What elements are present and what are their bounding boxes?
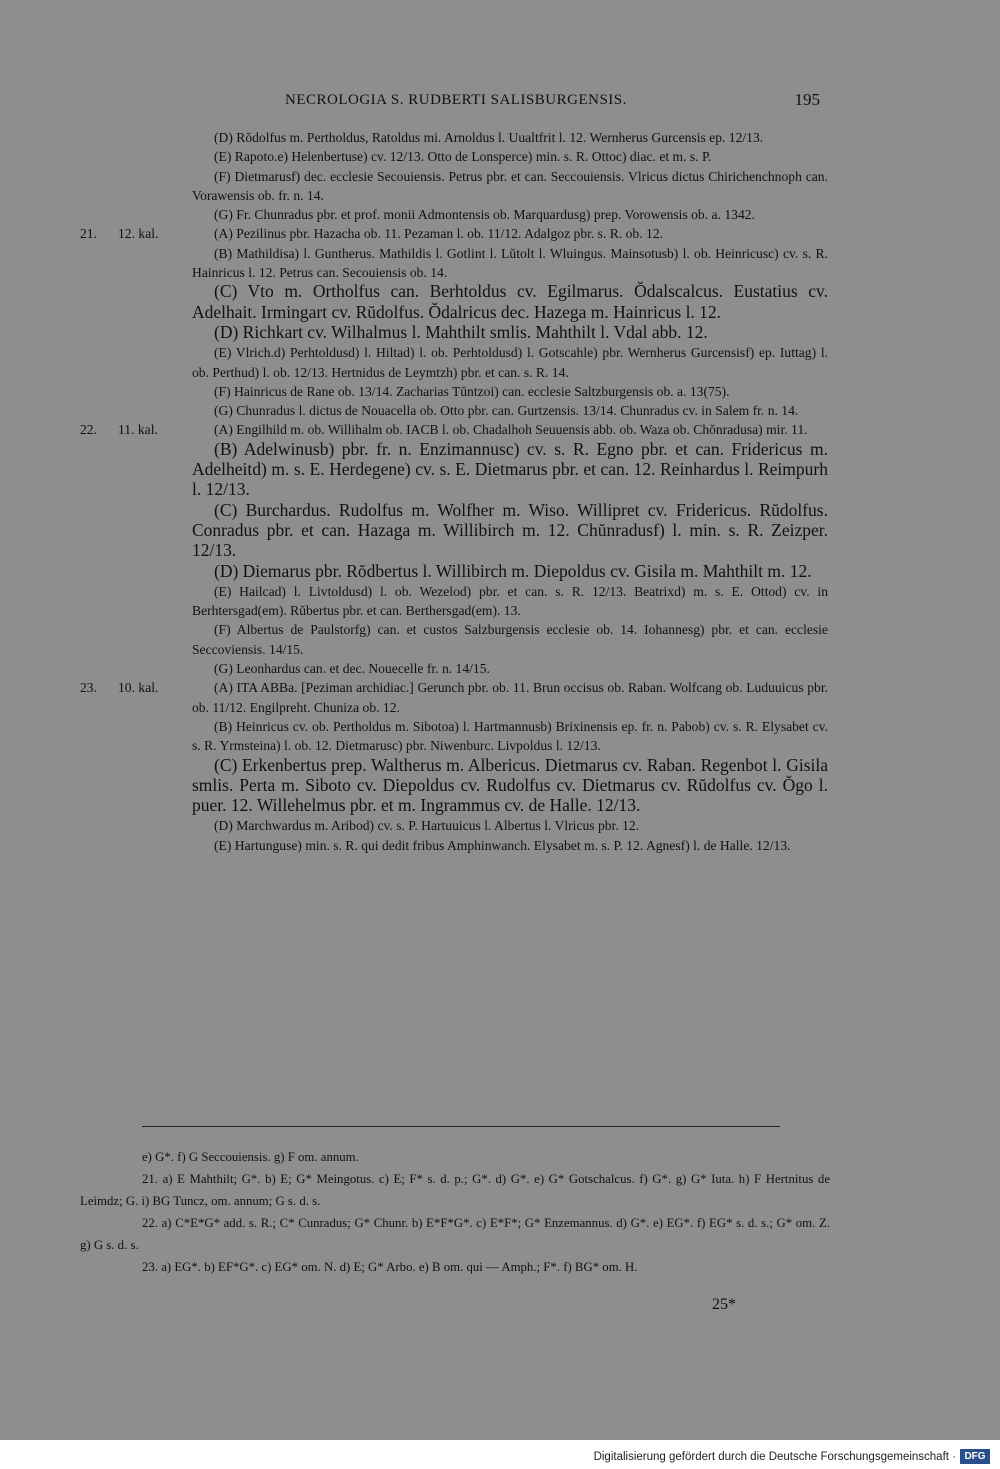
entry: (A) Pezilinus pbr. Hazacha ob. 11. Pezaman l. ob. 11/12. Adalgoz pbr. s. R. ob. 12. (214, 226, 664, 242)
entry: (E) Hailcad) l. Livtoldusd) l. ob. Wezelod) pbr. et can. s. R. 12/13. Beatrixd) m. s. E. Ottod) cv. in Berhtersgad(em). Rŭbertus pbr. et can. Berthersgad(em). 13. (192, 583, 828, 619)
day-block-21 (80, 224, 828, 420)
footnotes (80, 1146, 830, 1278)
entry-text: (D) Diemarus pbr. Rŏdbertus l. Willibirch m. Diepoldus cv. Gisila m. Mahthilt m. 12. (214, 560, 812, 581)
running-title: NECROLOGIA S. RUDBERTI SALISBURGENSIS. (285, 92, 627, 108)
entry (192, 323, 828, 343)
entry (192, 501, 828, 562)
footnote: 23. a) EG*. b) EF*G*. c) EG* om. N. d) E; G* Arbo. e) B om. qui — Amph.; F*. f) BG* om. H. (142, 1260, 638, 1274)
entry: (D) Rŏdolfus m. Pertholdus, Ratoldus mi. Arnoldus l. Uualtfrit l. 12. Wernherus Gurcensis ep. 12/13. (214, 130, 764, 145)
day-number: 23. (80, 680, 97, 696)
entry: (E) Rapoto.e) Helenbertuse) cv. 12/13. Otto de Lonspercе) min. s. R. Ottoc) diac. et m. s. P. (214, 149, 712, 165)
day-kalends: 10. kal. (118, 680, 159, 696)
entry (192, 756, 828, 817)
entry-text: (C) Vto m. Ortholfus can. Berhtoldus cv. Egilmarus. Ŏdalscalcus. Eustatius cv. Adelhait. Irmingart cv. Rŭdolfus. Ŏdalricus dec. Hazega m. Hainricus l. 12. (192, 281, 828, 322)
footer-bar (0, 1440, 1000, 1469)
entry: (G) Fr. Chunradus pbr. et prof. monii Admontensis ob. Marquardusg) prep. Vorowensis ob. a. 1342. (214, 207, 755, 223)
entry (192, 440, 828, 501)
entry: (B) Heinricus cv. ob. Pertholdus m. Sibotoa) l. Hartmannusb) Brixinensis ep. fr. n. Pabob) cv. s. R. Elysabet cv. s. R. Yrmsteina) l. ob. 12. Dietmarusc) pbr. Niwenburc. Livpoldus l. 12/13. (192, 718, 828, 754)
footnote: 21. a) E Mahthilt; G*. b) E; G* Meingotus. c) E; F* s. d. p.; G*. d) G*. e) G* Gotschalcus. f) G*. g) G* Iuta. h) F Hertnitus de Leimdz; G. i) BG Tuncz, om. annum; G s. d. s. (80, 1172, 830, 1208)
entry: (G) Leonhardus can. et dec. Nouecelle fr. n. 14/15. (214, 661, 490, 677)
entry: (E) Hartunguse) min. s. R. qui dedit fribus Amphinwanch. Elysabet m. s. P. 12. Agnesf) l. de Halle. 12/13. (214, 837, 791, 853)
footnote: e) G*. f) G Seccouiensis. g) F om. annum. (142, 1150, 359, 1164)
entry: (G) Chunradus l. dictus de Nouacella ob. Otto pbr. can. Gurtzensis. 13/14. Chunradus cv. in Salem fr. n. 14. (214, 403, 799, 419)
footnote: 22. a) C*E*G* add. s. R.; C* Cunradus; G* Chunr. b) E*F*G*. c) E*F*; G* Enzemannus. d) G*. e) EG*. f) EG* s. d. s.; G* om. Z. g) G s. d. s. (80, 1216, 830, 1252)
entry: (D) Marchwardus m. Aribod) cv. s. P. Hartuuicus l. Albertus l. Vlricus pbr. 12. (214, 818, 640, 834)
dfg-logo: DFG (960, 1449, 990, 1464)
entry: (F) Albertus de Paulstorfg) can. et custos Salzburgensis ecclesie ob. 14. Iohannesg) pbr. et can. ecclesie Seccoviensis. 14/15. (192, 622, 828, 657)
day-kalends: 11. kal. (118, 422, 158, 438)
entry: (E) Vlrich.d) Perhtoldusd) l. Hiltad) l. ob. Perhtoldusd) l. Gotscahle) pbr. Wernherus Gurcensisf) ep. Iuttag) l. ob. Perthud) l. ob. 12/13. Hertnidus de Leymtzh) pbr. et can. s. R. 14. (192, 345, 828, 380)
entry: (F) Dietmarusf) dec. ecclesie Secouiensis. Petrus pbr. et can. Seccouiensis. Vlricus dictus Chirichenchnoph can. Vorawensis ob. fr. n. 14. (192, 168, 828, 203)
day-number: 21. (80, 226, 97, 242)
entry: (A) Engilhild m. ob. Willihalm ob. IACB l. ob. Chadalhoh Seuuensis abb. ob. Waza ob. Chŏnradusa) mir. 11. (214, 422, 808, 438)
entry (192, 282, 828, 323)
entry: (B) Mathildisa) l. Guntherus. Mathildis l. Gotlint l. Lŭtolt l. Wluingus. Mainsotusb) l. ob. Heinricusc) cv. s. R. Hainricus l. 12. Petrus can. Secouiensis ob. 14. (192, 245, 828, 281)
entry: (A) ITA ABBa. [Peziman archidiac.] Gerunch pbr. ob. 11. Brun occisus ob. Raban. Wolfcang ob. Luduuicus pbr. ob. 11/12. Engilpreht. Chuniza ob. 12. (192, 680, 828, 715)
entry-text: (D) Richkart cv. Wilhalmus l. Mahthilt smlis. Mahthilt l. Vdal abb. 12. (214, 321, 708, 342)
entry-text: (C) Burchardus. Rudolfus m. Wolfher m. Wiso. Willipret cv. Fridericus. Rŭdolfus. Conradus pbr. et can. Hazaga m. Willibirch m. 12. Chŭnradusf) l. min. s. R. Zeizper. 12/13. (192, 499, 828, 561)
page-number: 195 (794, 90, 820, 109)
signature-mark: 25* (712, 1296, 736, 1313)
entry: (F) Hainricus de Rane ob. 13/14. Zacharias Tŭntzoi) can. ecclesie Saltzburgensis ob. a. 13(75). (214, 383, 730, 399)
entry-text: (C) Erkenbertus prep. Waltherus m. Albericus. Dietmarus cv. Raban. Regenbot l. Gisila smlis. Perta m. Siboto cv. Diepoldus cv. Rudolfus cv. Dietmarus cv. Rŭdolfus cv. Ŏgo l. puer. 12. Willehelmus pbr. et m. Ingrammus cv. de Halle. 12/13. (192, 754, 828, 816)
necrology-body (80, 128, 828, 855)
day-block-23 (80, 678, 828, 855)
funding-notice: Digitalisierung gefördert durch die Deutsche Forschungsgemeinschaft · (593, 1451, 956, 1463)
footnote-divider (142, 1126, 780, 1127)
day-block-22 (80, 420, 828, 678)
page-header (190, 90, 830, 114)
day-number: 22. (80, 422, 97, 438)
entry-text: (B) Adelwinusb) pbr. fr. n. Enzimannusc) cv. s. R. Egno pbr. et can. Fridericus m. Adelheitd) m. s. E. Herdegene) cv. s. E. Dietmarus pbr. et can. 12. Reinhardus l. Reimpurh l. 12/13. (192, 438, 828, 500)
entry (192, 562, 828, 582)
day-kalends: 12. kal. (118, 226, 159, 242)
